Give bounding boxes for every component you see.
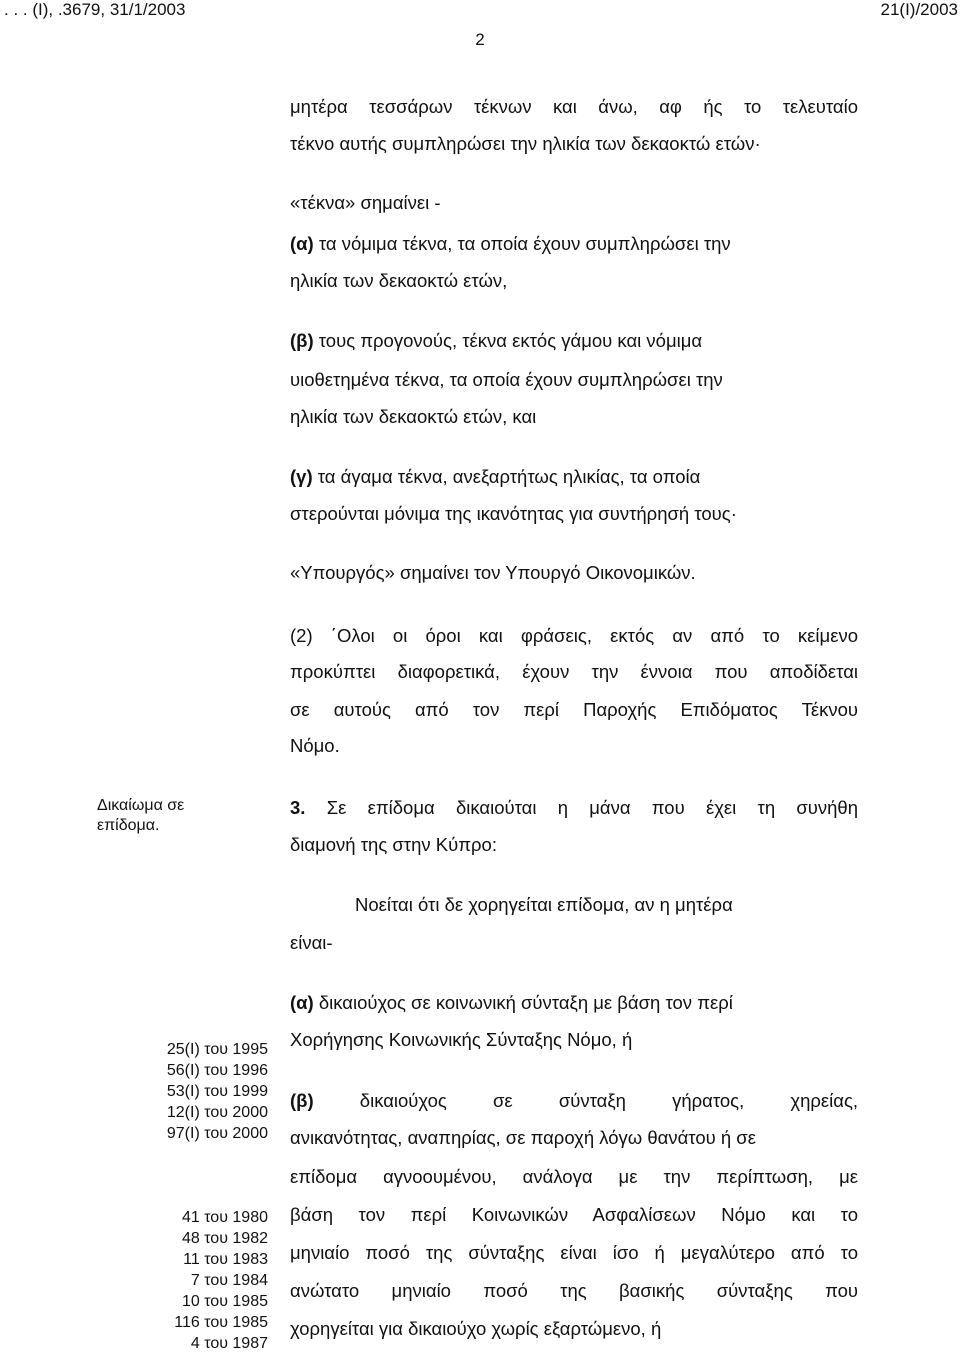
item-text: τους προγονούς, τέκνα εκτός γάμου και νόμιμα bbox=[318, 330, 703, 351]
margin-law-reference: 10 του 1985 bbox=[181, 1293, 268, 1310]
section-text: Σε επίδομα δικαιούται η μάνα που έχει τη συνήθη bbox=[326, 797, 859, 818]
body-line: Νόμο. bbox=[290, 735, 340, 756]
item-label: (β) bbox=[290, 1090, 314, 1111]
margin-law-reference: 53(Ι) του 1999 bbox=[166, 1083, 268, 1100]
proviso-item-b bbox=[290, 1090, 858, 1112]
body-line: σε αυτούς από τον περί Παροχής Επιδόματος Τέκνου bbox=[290, 699, 858, 720]
item-a bbox=[290, 233, 731, 255]
body-line: είναι- bbox=[290, 932, 333, 953]
margin-heading: επίδομα. bbox=[97, 817, 160, 834]
body-line: μηνιαίο ποσό της σύνταξης είναι ίσο ή μεγαλύτερο από το bbox=[290, 1242, 858, 1263]
definition-ypourgos: «Υπουργός» σημαίνει τον Υπουργό Οικονομικών. bbox=[290, 562, 696, 583]
body-line: ηλικία των δεκαοκτώ ετών, bbox=[290, 270, 508, 291]
item-label: (γ) bbox=[290, 466, 313, 487]
proviso-line: Νοείται ότι δε χορηγείται επίδομα, αν η μητέρα bbox=[355, 894, 733, 915]
body-line: ανώτατο μηνιαίο ποσό της βασικής σύνταξης που bbox=[290, 1280, 858, 1301]
margin-law-reference: 4 του 1987 bbox=[190, 1335, 268, 1352]
item-text: τα άγαμα τέκνα, ανεξαρτήτως ηλικίας, τα οποία bbox=[317, 466, 701, 487]
item-text: τα νόμιμα τέκνα, τα οποία έχουν συμπληρώσει την bbox=[318, 233, 731, 254]
body-line: Χορήγησης Κοινωνικής Σύνταξης Νόμο, ή bbox=[290, 1029, 633, 1050]
proviso-item-a bbox=[290, 992, 733, 1014]
body-line: ηλικία των δεκαοκτώ ετών, και bbox=[290, 406, 537, 427]
margin-law-reference: 7 του 1984 bbox=[190, 1272, 268, 1289]
margin-law-reference: 116 του 1985 bbox=[174, 1314, 268, 1331]
body-line: διαμονή της στην Κύπρο: bbox=[290, 834, 497, 855]
margin-law-reference: 41 του 1980 bbox=[181, 1209, 268, 1226]
margin-law-reference: 56(Ι) του 1996 bbox=[166, 1062, 268, 1079]
margin-law-reference: 25(Ι) του 1995 bbox=[166, 1041, 268, 1058]
body-line: βάση τον περί Κοινωνικών Ασφαλίσεων Νόμο και το bbox=[290, 1204, 858, 1225]
page-number: 2 bbox=[475, 30, 485, 49]
body-line: επίδομα αγνοουμένου, ανάλογα με την περίπτωση, με bbox=[290, 1166, 858, 1187]
item-c bbox=[290, 466, 700, 488]
body-line: ανικανότητας, αναπηρίας, σε παροχή λόγω θανάτου ή σε bbox=[290, 1127, 756, 1148]
body-line: στερούνται μόνιμα της ικανότητας για συντήρησή τους· bbox=[290, 503, 737, 524]
body-line: χορηγείται για δικαιούχο χωρίς εξαρτώμενο, ή bbox=[290, 1318, 662, 1339]
header-reference: . . . (Ι), .3679, 31/1/2003 bbox=[4, 0, 186, 19]
margin-law-reference: 12(Ι) του 2000 bbox=[166, 1104, 268, 1121]
margin-heading: Δικαίωμα σε bbox=[97, 797, 185, 814]
margin-law-reference: 97(Ι) του 2000 bbox=[166, 1125, 268, 1142]
subsection-2: (2) ΄Ολοι οι όροι και φράσεις, εκτός αν από το κείμενο bbox=[290, 625, 858, 646]
margin-law-reference: 11 του 1983 bbox=[183, 1251, 268, 1268]
section-3 bbox=[290, 797, 858, 819]
body-line: προκύπτει διαφορετικά, έχουν την έννοια που αποδίδεται bbox=[290, 661, 858, 682]
section-number: 3. bbox=[290, 797, 306, 818]
definition-tekna: «τέκνα» σημαίνει - bbox=[290, 192, 441, 213]
item-text: δικαιούχος σε κοινωνική σύνταξη με βάση τον περί bbox=[318, 992, 733, 1013]
item-label: (α) bbox=[290, 992, 314, 1013]
margin-law-reference: 48 του 1982 bbox=[181, 1230, 268, 1247]
header-law-number: 21(Ι)/2003 bbox=[880, 0, 958, 19]
item-b bbox=[290, 330, 702, 352]
body-line: τέκνο αυτής συμπληρώσει την ηλικία των δεκαοκτώ ετών· bbox=[290, 133, 761, 154]
item-label: (β) bbox=[290, 330, 314, 351]
item-text: δικαιούχος σε σύνταξη γήρατος, χηρείας, bbox=[359, 1090, 858, 1111]
body-line: υιοθετημένα τέκνα, τα οποία έχουν συμπληρώσει την bbox=[290, 369, 723, 390]
body-line: μητέρα τεσσάρων τέκνων και άνω, αφ ής το τελευταίο bbox=[290, 96, 858, 117]
item-label: (α) bbox=[290, 233, 314, 254]
